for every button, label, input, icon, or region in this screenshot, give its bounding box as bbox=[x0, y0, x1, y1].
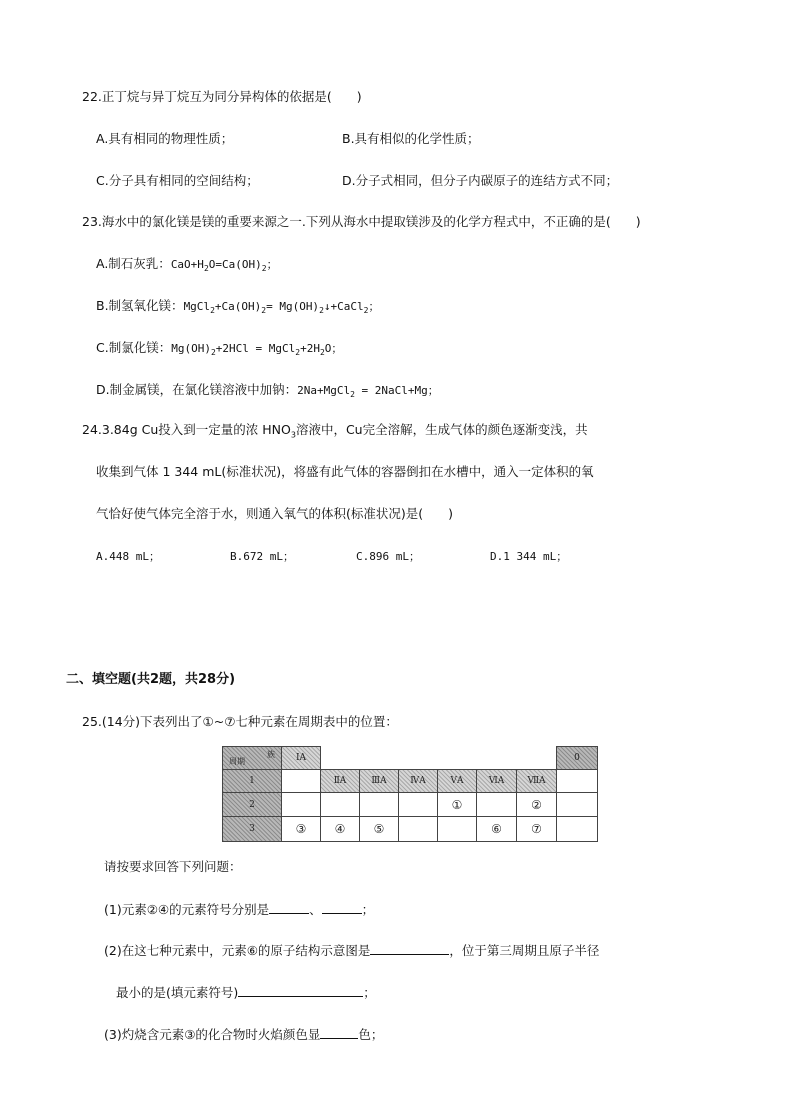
cell-p3-VA bbox=[437, 816, 477, 842]
cell-p3-IVA bbox=[398, 816, 438, 842]
q23-option-b bbox=[96, 297, 379, 316]
corner-label-period: 周期 bbox=[229, 757, 245, 766]
period-label-3: 3 bbox=[222, 816, 282, 842]
cell-p2-0 bbox=[556, 792, 598, 817]
q23-stem: 23.海水中的氯化镁是镁的重要来源之一.下列从海水中提取镁涉及的化学方程式中，不正确的是( ) bbox=[82, 214, 641, 229]
cell-p2-IIIA bbox=[359, 792, 399, 817]
q22-option-b: B.具有相似的化学性质； bbox=[342, 131, 480, 146]
q22-option-c: C.分子具有相同的空间结构； bbox=[96, 173, 259, 188]
q23-option-d-label: D.制金属镁，在氯化镁溶液中加钠： bbox=[96, 382, 298, 397]
q23-option-a bbox=[96, 255, 278, 274]
corner-label-group: 族 bbox=[267, 750, 275, 759]
q22-stem: 22.正丁烷与异丁烷互为同分异构体的依据是( ) bbox=[82, 89, 362, 104]
q25-sub2-line1: (2)在这七种元素中，元素⑥的原子结构示意图是 ，位于第三周期且原子半径 bbox=[104, 943, 600, 958]
q24-stem-line3: 气恰好使气体完全溶于水，则通入氧气的体积(标准状况)是( ) bbox=[96, 506, 454, 521]
cell-p2-IVA bbox=[398, 792, 438, 817]
group-header-IIA: ⅡA bbox=[320, 769, 360, 793]
q23-option-b-label: B.制氢氧化镁： bbox=[96, 298, 184, 313]
answer-blank-1a[interactable] bbox=[269, 900, 309, 914]
cell-p3-VIA-element-6: ⑥ bbox=[476, 816, 517, 842]
answer-blank-1b[interactable] bbox=[322, 900, 362, 914]
group-header-0: 0 bbox=[556, 746, 598, 770]
cell-p1-IA bbox=[281, 769, 321, 793]
q22-option-d: D.分子式相同，但分子内碳原子的连结方式不同； bbox=[342, 173, 619, 188]
q23-option-c-equation: $Mg(OH)_2+2HCl$ = $MgCl_2+2H_2O$； bbox=[171, 342, 343, 358]
q24-option-c: C.896 mL； bbox=[356, 550, 420, 563]
q24-stem-line2: 收集到气体 1 344 mL(标准状况)，将盛有此气体的容器倒扣在水槽中，通入一定体积的氧 bbox=[96, 464, 594, 479]
q24-option-d: D.1 344 mL； bbox=[490, 550, 568, 563]
q24-stem-line1: 24.3.84g Cu投入到一定量的浓 $HNO_3$溶液中，Cu完全溶解，生成气体的颜色逐渐变浅，共 bbox=[82, 422, 588, 440]
q24-option-a: A.448 mL； bbox=[96, 550, 160, 563]
group-header-VA: ⅤA bbox=[437, 769, 477, 793]
group-header-IA: ⅠA bbox=[281, 746, 321, 770]
section-heading: 二、填空题(共2题，共28分) bbox=[66, 672, 236, 687]
cell-p2-VA-element-1: ① bbox=[437, 792, 477, 817]
cell-p2-IA bbox=[281, 792, 321, 817]
q25-stem: 25.(14分)下表列出了①~⑦七种元素在周期表中的位置： bbox=[82, 714, 398, 729]
q23-option-a-equation: $CaO+H_2O=Ca(OH)_2$； bbox=[170, 258, 278, 274]
cell-p3-IA-element-3: ③ bbox=[281, 816, 321, 842]
q25-instruction: 请按要求回答下列问题： bbox=[104, 859, 242, 874]
cell-p3-VIIA-element-7: ⑦ bbox=[516, 816, 557, 842]
group-header-IVA: ⅣA bbox=[398, 769, 438, 793]
group-header-VIA: ⅥA bbox=[476, 769, 517, 793]
answer-blank-3[interactable] bbox=[320, 1025, 358, 1039]
q25-sub1: (1)元素②④的元素符号分别是 、 ； bbox=[104, 902, 375, 917]
cell-p1-0 bbox=[556, 769, 598, 793]
cell-p3-IIIA-element-5: ⑤ bbox=[359, 816, 399, 842]
q24-option-b: B.672 mL； bbox=[230, 550, 294, 563]
cell-p2-VIA bbox=[476, 792, 517, 817]
period-label-2: 2 bbox=[222, 792, 282, 817]
q23-option-d bbox=[96, 381, 439, 400]
periodic-table bbox=[222, 746, 598, 842]
q23-option-c-label: C.制氯化镁： bbox=[96, 340, 172, 355]
period-label-1: 1 bbox=[222, 769, 282, 793]
q23-option-c bbox=[96, 339, 342, 358]
q22-option-a: A.具有相同的物理性质； bbox=[96, 131, 234, 146]
cell-p2-IIA bbox=[320, 792, 360, 817]
q25-sub2-line2: 最小的是(填元素符号) ； bbox=[116, 985, 376, 1000]
q23-option-b-equation: $MgCl_2+Ca(OH)_2=$ $Mg(OH)_2↓+CaCl_2$； bbox=[183, 300, 380, 316]
cell-p3-0 bbox=[556, 816, 598, 842]
group-header-VIIA: ⅦA bbox=[516, 769, 557, 793]
cell-p3-IIA-element-4: ④ bbox=[320, 816, 360, 842]
answer-blank-2a[interactable] bbox=[370, 941, 449, 955]
q25-sub3: (3)灼烧含元素③的化合物时火焰颜色显 色； bbox=[104, 1027, 384, 1042]
table-corner-header bbox=[222, 746, 282, 770]
group-header-IIIA: ⅢA bbox=[359, 769, 399, 793]
q23-option-a-label: A.制石灰乳： bbox=[96, 256, 171, 271]
q23-option-d-equation: 2Na+MgCl$_2$ = 2NaCl+Mg； bbox=[297, 384, 439, 400]
answer-blank-2b[interactable] bbox=[238, 983, 363, 997]
cell-p2-VIIA-element-2: ② bbox=[516, 792, 557, 817]
